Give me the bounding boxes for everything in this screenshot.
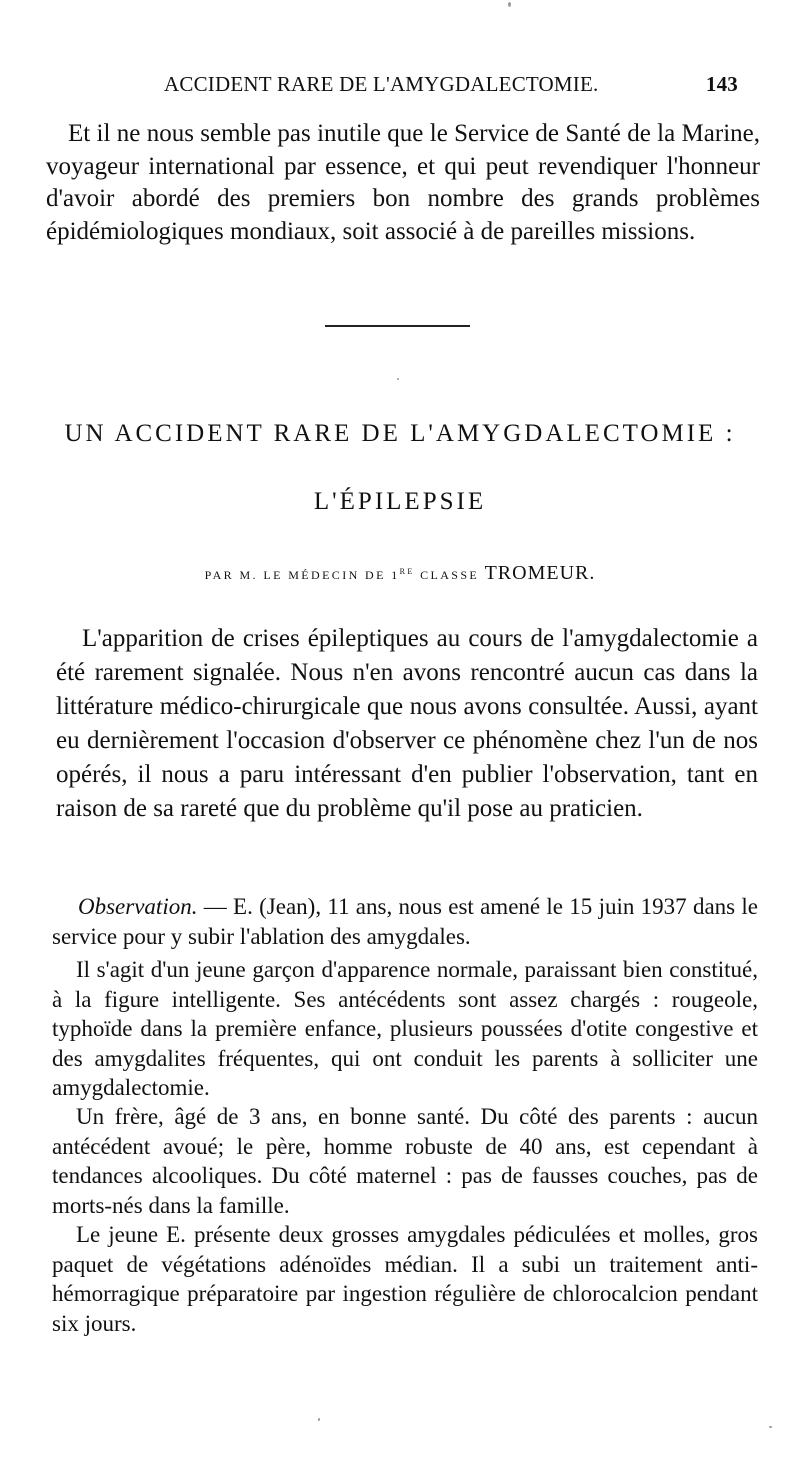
observation-paragraph: [52, 892, 758, 951]
section-divider: [325, 325, 470, 327]
byline-prefix: PAR M. LE MÉDECIN DE 1: [204, 568, 400, 582]
scan-speck: [508, 2, 511, 7]
page-number: 143: [705, 72, 738, 96]
observation-label: Observation.: [78, 894, 198, 919]
jeune-paragraph: Le jeune E. présente deux grosses amygdales pédiculées et molles, gros paquet de végétations adénoïdes médian. Il a subi un traitement anti-hémorragique préparatoire par ingestion régulière de chlorocalcion pendant six jours.: [52, 1222, 758, 1336]
article-title: UN ACCIDENT RARE DE L'AMYGDALECTOMIE :: [64, 420, 736, 447]
intro-paragraph: Et il ne nous semble pas inutile que le Service de Santé de la Marine, voyageur international par essence, et qui peut revendiquer l'honneur d'avoir abordé des premiers bon nombre des grands problèmes épidémiologiques mondiaux, soit associé à de pareilles missions.: [46, 120, 760, 245]
garcon-paragraph: Il s'agit d'un jeune garçon d'apparence normale, paraissant bien constitué, à la figure intelligente. Ses antécédents sont assez chargés : rougeole, typhoïde dans la première enfance, plusieurs poussées d'otite congestive et des amygdalites fréquentes, qui ont conduit les parents à solliciter une amygdalectomie.: [52, 957, 758, 1100]
byline: [0, 562, 800, 585]
running-head-title: ACCIDENT RARE DE L'AMYGDALECTOMIE.: [164, 72, 599, 96]
author-name: TROMEUR.: [484, 562, 596, 584]
article-subtitle: L'ÉPILEPSIE: [313, 488, 487, 515]
scan-speck: [318, 1418, 320, 1421]
scan-speck: [769, 1426, 772, 1428]
observation-text: — E. (Jean), 11 ans, nous est amené le 15 juin 1937 dans le service pour y subir l'ablation des amygdales.: [52, 894, 758, 949]
scan-speck: [397, 378, 399, 380]
frere-paragraph: Un frère, âgé de 3 ans, en bonne santé. Du côté des parents : aucun antécédent avoué; le père, homme robuste de 40 ans, est cependant à tendances alcooliques. Du côté maternel : pas de fausses couches, pas de morts-nés dans la famille.: [52, 1104, 758, 1218]
byline-superscript: RE: [399, 567, 415, 576]
apparition-paragraph: L'apparition de crises épileptiques au cours de l'amygdalectomie a été rarement signalée. Nous n'en avons rencontré aucun cas dans la littérature médico-chirurgicale que nous avons consultée. Aussi, ayant eu dernièrement l'occasion d'observer ce phénomène chez l'un de nos opérés, il nous a paru intéressant d'en publier l'observation, tant en raison de sa rareté que du problème qu'il pose au praticien.: [56, 625, 758, 822]
byline-suffix: CLASSE: [414, 568, 480, 582]
